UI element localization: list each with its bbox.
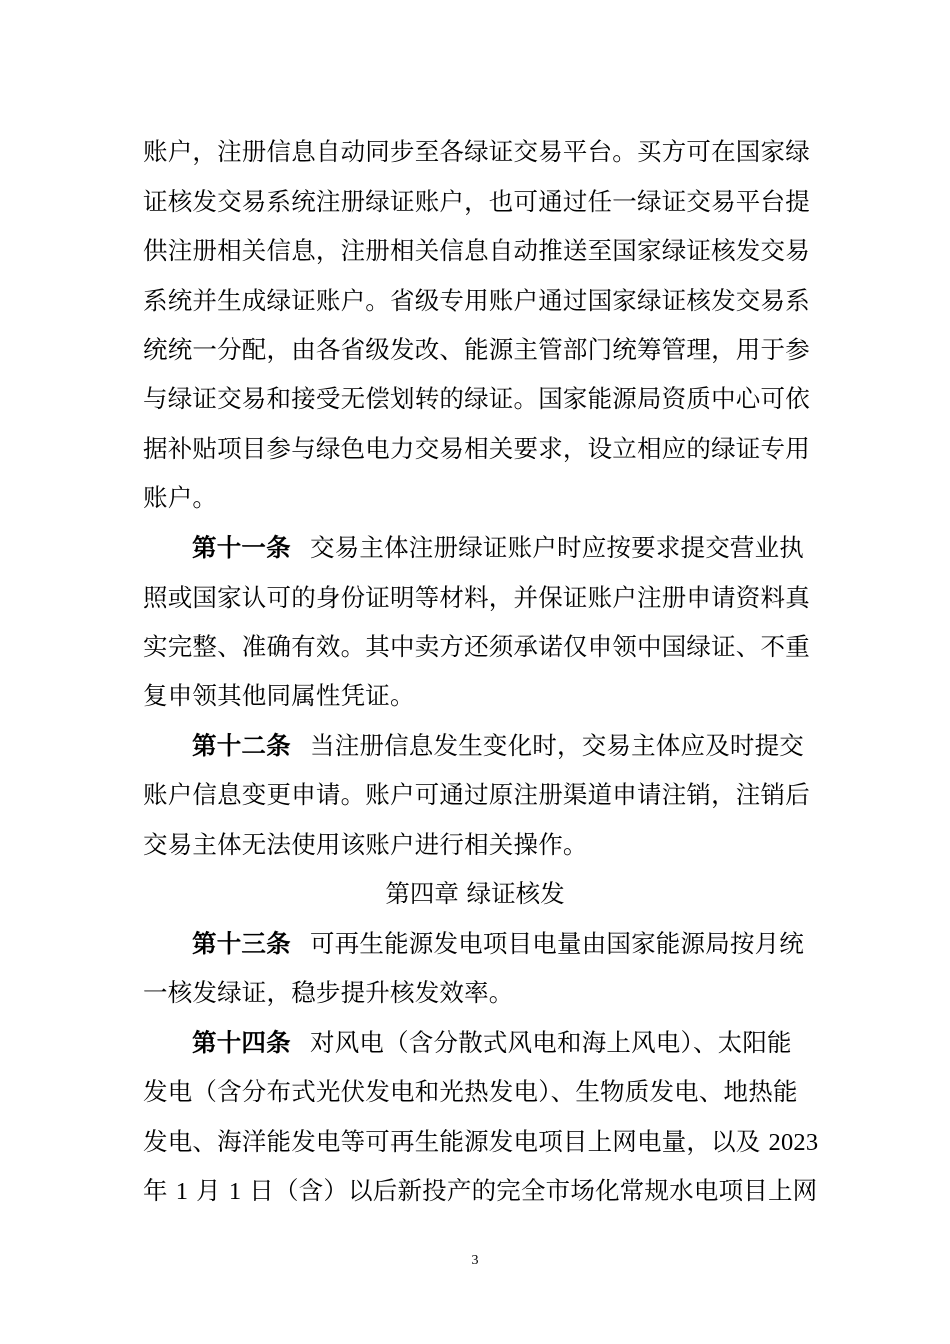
article-label: 第十一条 bbox=[192, 533, 291, 562]
article-label: 第十二条 bbox=[192, 731, 291, 760]
document-page: 账户，注册信息自动同步至各绿证交易平台。买方可在国家绿 证核发交易系统注册绿证账户，也可通过任一绿证交易平台提 供注册相关信息，注册相关信息自动推送至国家绿证核发交易 系统并生成绿证账户。省级专用账户通过国家绿证核发交易系 统统一分配，由各省级发改、能源主管部门统筹管理，用于参 与绿证交易和接受无偿划转的绿证。国家能源局资质中心可依 据补贴项目参与绿色电力交易相关要求，设立相应的绿证专用 账户。 第十一条 交易主体注册绿证账户时应按要求提交营业执 照或国家认可的身份证明等材料，并保证账户注册申请资料真 实完整、准确有效。其中卖方还须承诺仅申领中国绿证、不重 复申领其他同属性凭证。 第十二条 当注册信息发生变化时，交易主体应及时提交 账户信息变更申请。账户可通过原注册渠道申请注销，注销后 交易主体无法使用该账户进行相关操作。 第四章 绿证核发 第十三条 可再生能源发电项目电量由国家能源局按月统 一核发绿证，稳步提升核发效率。 第十四条 对风电（含分散式风电和海上风电）、太阳能 发电（含分布式光伏发电和光热发电）、生物质发电、地热能 发电、海洋能发电等可再生能源发电项目上网电量，以及 2023 年 1 月 1 日（含）以后新投产的完全市场化常规水电项目上网 3 bbox=[0, 0, 950, 1344]
article-label: 第十三条 bbox=[192, 929, 291, 958]
article-label: 第十四条 bbox=[192, 1028, 291, 1057]
page-number: 3 bbox=[471, 1253, 479, 1268]
chapter-title: 第四章 绿证核发 bbox=[385, 879, 565, 908]
